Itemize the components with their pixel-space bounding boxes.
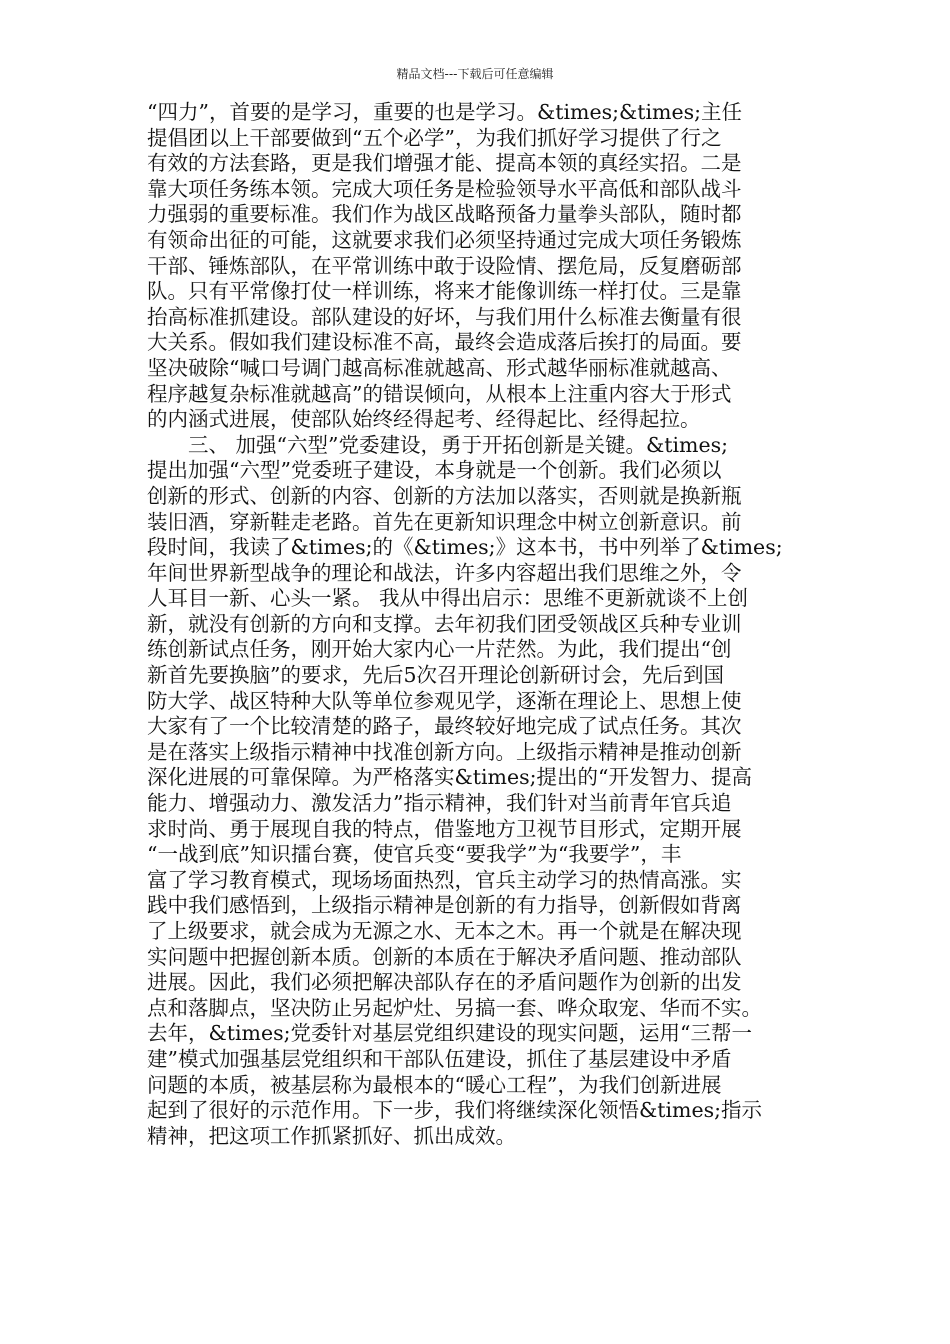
body-line: 问题的本质，被基层称为最根本的“暖心工程”，为我们创新进展 (147, 1072, 722, 1097)
body-line: “四力”，首要的是学习，重要的也是学习。&times;&times;主任 (147, 100, 743, 124)
body-line: 践中我们感悟到，上级指示精神是创新的有力指导，创新假如背离 (147, 893, 742, 918)
body-line: 创新的形式、创新的内容、创新的方法加以落实，否则就是换新瓶 (147, 483, 742, 508)
body-line: 深化进展的可靠保障。为严格落实&times;提出的“开发智力、提高 (147, 765, 753, 790)
body-line: 段时间，我读了&times;的《&times;》这本书，书中列举了&times; (147, 535, 783, 560)
body-line: 求时尚、勇于展现自我的特点，借鉴地方卫视节目形式，定期开展 (147, 816, 742, 841)
body-line: 装旧酒，穿新鞋走老路。首先在更新知识理念中树立创新意识。前 (147, 509, 742, 534)
body-line: 的内涵式进展，使部队始终经得起考、经得起比、经得起拉。 (147, 407, 701, 432)
body-line: 新，就没有创新的方向和支撑。去年初我们团受领战区兵种专业训 (147, 611, 742, 636)
body-line: 防大学、战区特种大队等单位参观见学，逐渐在理论上、思想上使 (147, 688, 742, 713)
body-line: 了上级要求，就会成为无源之水、无本之木。再一个就是在解决现 (147, 919, 742, 943)
body-line: 程序越复杂标准就越高”的错误倾向，从根本上注重内容大于形式 (147, 381, 732, 406)
body-line: 是在落实上级指示精神中找准创新方向。上级指示精神是推动创新 (147, 739, 742, 764)
body-line: 提出加强“六型”党委班子建设，本身就是一个创新。我们必须以 (147, 458, 722, 483)
body-line: 练创新试点任务，刚开始大家内心一片茫然。为此，我们提出“创 (147, 637, 732, 662)
body-line: 提倡团以上干部要做到“五个必学”，为我们抓好学习提供了行之 (147, 125, 722, 150)
section-heading-line: 三、 加强“六型”党委建设，勇于开拓创新是关键。&times; (147, 432, 729, 457)
body-line: 富了学习教育模式，现场场面热烈，官兵主动学习的热情高涨。实 (147, 867, 742, 892)
body-line: 精神，把这项工作抓紧抓好、抓出成效。 (147, 1123, 516, 1148)
body-line: 去年，&times;党委针对基层党组织建设的现实问题，运用“三帮一 (147, 1021, 753, 1046)
body-line: 有效的方法套路，更是我们增强才能、提高本领的真经实招。二是 (147, 151, 742, 176)
body-line: 抬高标准抓建设。部队建设的好坏，与我们用什么标准去衡量有很 (147, 304, 742, 329)
body-line: 点和落脚点，坚决防止另起炉灶、另搞一套、哗众取宠、华而不实。 (147, 995, 762, 1020)
body-line: 新首先要换脑”的要求，先后5次召开理论创新研讨会，先后到国 (147, 663, 725, 688)
body-line: 大关系。假如我们建设标准不高，最终会造成落后挨打的局面。要 (147, 330, 742, 355)
body-line: 靠大项任务练本领。完成大项任务是检验领导水平高低和部队战斗 (147, 176, 742, 201)
document-body (147, 100, 817, 1149)
body-line: 起到了很好的示范作用。下一步，我们将继续深化领悟&times;指示 (147, 1098, 763, 1123)
body-line: 能力、增强动力、激发活力”指示精神，我们针对当前青年官兵追 (147, 791, 732, 816)
body-line: 力强弱的重要标准。我们作为战区战略预备力量拳头部队，随时都 (147, 202, 742, 227)
page-header: 精品文档---下载后可任意编辑 (396, 67, 554, 81)
body-line: 大家有了一个比较清楚的路子，最终较好地完成了试点任务。其次 (147, 714, 742, 739)
body-line: 有领命出征的可能，这就要求我们必须坚持通过完成大项任务锻炼 (147, 227, 742, 252)
body-line: 队。只有平常像打仗一样训练，将来才能像训练一样打仗。三是靠 (147, 279, 742, 304)
body-line: “一战到底”知识擂台赛，使官兵变“要我学”为“我要学”，丰 (147, 842, 682, 867)
body-line: 人耳目一新、心头一紧。 我从中得出启示：思维不更新就谈不上创 (147, 586, 749, 611)
body-line: 年间世界新型战争的理论和战法，许多内容超出我们思维之外，令 (147, 560, 742, 585)
body-line: 干部、锤炼部队，在平常训练中敢于设险情、摆危局，反复磨砺部 (147, 253, 742, 278)
body-line: 坚决破除“喊口号调门越高标准就越高、形式越华丽标准就越高、 (147, 355, 732, 380)
body-line: 建”模式加强基层党组织和干部队伍建设，抓住了基层建设中矛盾 (147, 1046, 732, 1071)
body-line: 进展。因此，我们必须把解决部队存在的矛盾问题作为创新的出发 (147, 970, 742, 995)
body-line: 实问题中把握创新本质。创新的本质在于解决矛盾问题、推动部队 (147, 944, 742, 969)
